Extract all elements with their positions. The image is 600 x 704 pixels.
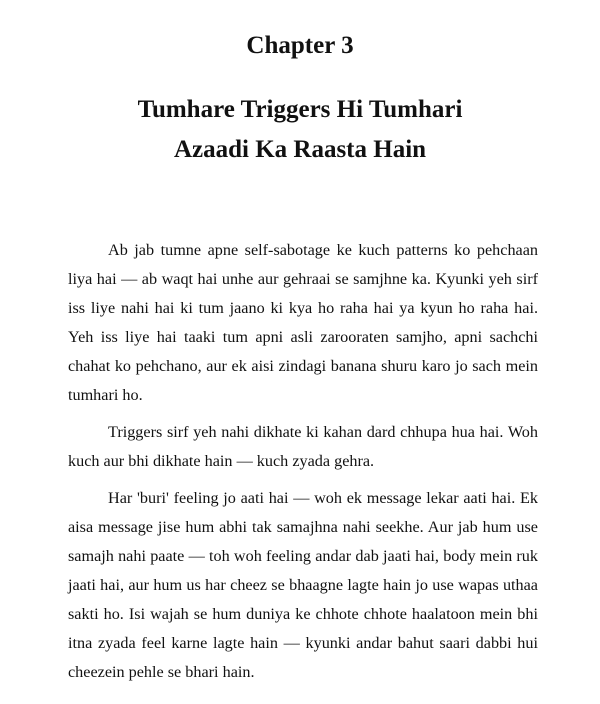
paragraph-1: Ab jab tumne apne self-sabotage ke kuch patterns ko pehchaan liya hai — ab waqt hai unhe aur gehraai se samjhne ka. Kyunki yeh sirf iss liye nahi hai ki tum jaano ki kya ho raha hai ya kyun ho raha hai. Yeh iss liye hai taaki tum apni asli zarooraten samjho, apni sachchi chahat ko pehchano, aur ek aisi zindagi banana shuru karo jo sach mein tumhari ho. [68, 241, 538, 404]
chapter-title-line-1: Tumhare Triggers Hi Tumhari [137, 96, 463, 123]
chapter-title [0, 90, 600, 170]
chapter-number: Chapter 3 [246, 32, 354, 59]
chapter-body [68, 236, 538, 695]
paragraph-3: Har 'buri' feeling jo aati hai — woh ek message lekar aati hai. Ek aisa message jise hum abhi tak samajhna nahi seekhe. Aur jab hum use samajh nahi paate — toh woh feeling andar dab jaati hai, body mein ruk jaati hai, aur hum us har cheez se bhaagne lagte hain jo use wapas uthaa sakti ho. Isi wajah se hum duniya ke chhote chhote haalatoon mein bhi itna zyada feel karne lagte hain — kyunki andar bahut saari dabbi hui cheezein pehle se bhari hain. [68, 489, 538, 681]
paragraph-2: Triggers sirf yeh nahi dikhate ki kahan dard chhupa hua hai. Woh kuch aur bhi dikhate hain — kuch zyada gehra. [68, 423, 538, 470]
chapter-title-line-2: Azaadi Ka Raasta Hain [173, 136, 427, 163]
